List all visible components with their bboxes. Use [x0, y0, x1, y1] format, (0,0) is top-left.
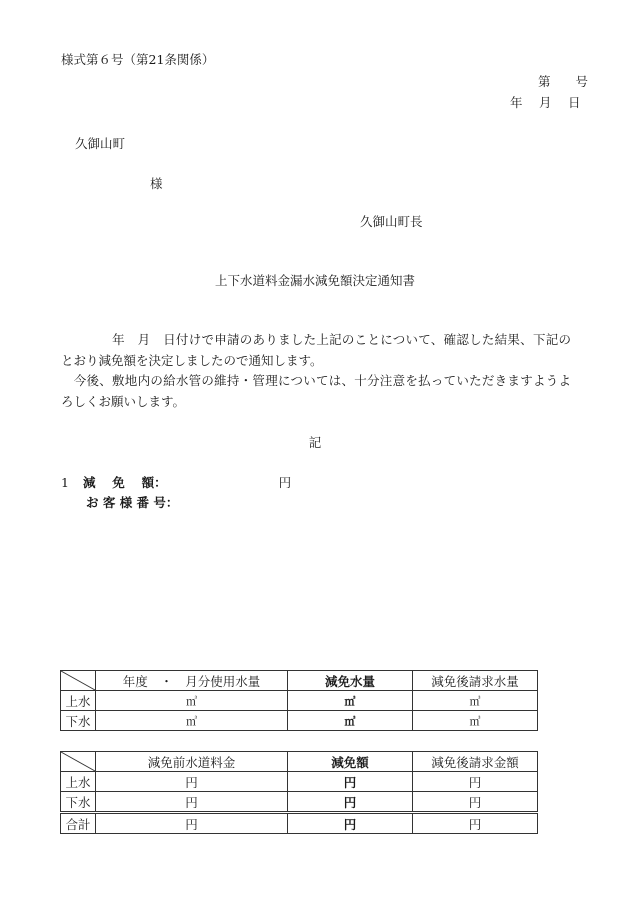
row-label: 合計: [61, 813, 96, 834]
sender-name: 久御山町長: [360, 214, 423, 229]
header-billed-volume: 減免後請求水量: [413, 671, 538, 691]
table-row: [61, 691, 538, 711]
header-reduction-volume: 減免水量: [288, 671, 413, 691]
cell-value: 円: [288, 792, 413, 813]
cell-value: ㎥: [413, 691, 538, 711]
form-number: 様式第６号（第21条関係）: [61, 52, 215, 67]
corner-cell: [61, 671, 96, 691]
header-billed-amount: 減免後請求金額: [413, 752, 538, 772]
cell-value: 円: [96, 772, 288, 792]
cell-value: 円: [288, 813, 413, 834]
item2-label: お 客 様 番 号：: [86, 495, 179, 510]
item1-number: 1: [61, 475, 69, 490]
document-title: 上下水道料金漏水減免額決定通知書: [214, 273, 415, 288]
cell-value: ㎥: [413, 711, 538, 731]
water-charge-table: [60, 751, 538, 834]
addressee-town: 久御山町: [75, 136, 126, 151]
row-label: 下水: [61, 711, 96, 731]
cell-value: ㎥: [96, 711, 288, 731]
cell-value: ㎥: [288, 711, 413, 731]
document-number-label: 第 号: [538, 74, 589, 89]
body-text: [61, 330, 571, 412]
body-paragraph-2: 今後、敷地内の給水管の維持・管理については、十分注意を払っていただきますようよろしくお願いします。: [61, 373, 571, 409]
item-reduction-amount: [61, 473, 291, 491]
table-header-row: [61, 752, 538, 772]
item-customer-number: [61, 493, 178, 511]
ki-heading: 記: [308, 435, 322, 450]
document-date-label: 年 月 日: [510, 95, 581, 110]
cell-value: 円: [413, 792, 538, 813]
item1-label: 減 免 額：: [82, 475, 167, 490]
cell-value: ㎥: [96, 691, 288, 711]
cell-value: ㎥: [288, 691, 413, 711]
header-pre-reduction-charge: 減免前水道料金: [96, 752, 288, 772]
cell-value: 円: [413, 772, 538, 792]
table-row: [61, 772, 538, 792]
item1-unit: 円: [278, 475, 292, 490]
cell-value: 円: [96, 792, 288, 813]
water-volume-table: [60, 670, 538, 731]
row-label: 下水: [61, 792, 96, 813]
cell-value: 円: [96, 813, 288, 834]
cell-value: 円: [413, 813, 538, 834]
table-header-row: [61, 671, 538, 691]
body-paragraph-1: 年 月 日付けで申請のありました上記のことについて、確認した結果、下記のとおり減免額を決定しましたので通知します。: [61, 332, 571, 368]
row-label: 上水: [61, 772, 96, 792]
header-usage-volume: 年度 ・ 月分使用水量: [96, 671, 288, 691]
table-row: [61, 711, 538, 731]
corner-cell: [61, 752, 96, 772]
table-row: [61, 792, 538, 813]
cell-value: 円: [288, 772, 413, 792]
table-total-row: [61, 813, 538, 834]
addressee-honorific: 様: [150, 176, 163, 191]
row-label: 上水: [61, 691, 96, 711]
header-reduction-amount: 減免額: [288, 752, 413, 772]
